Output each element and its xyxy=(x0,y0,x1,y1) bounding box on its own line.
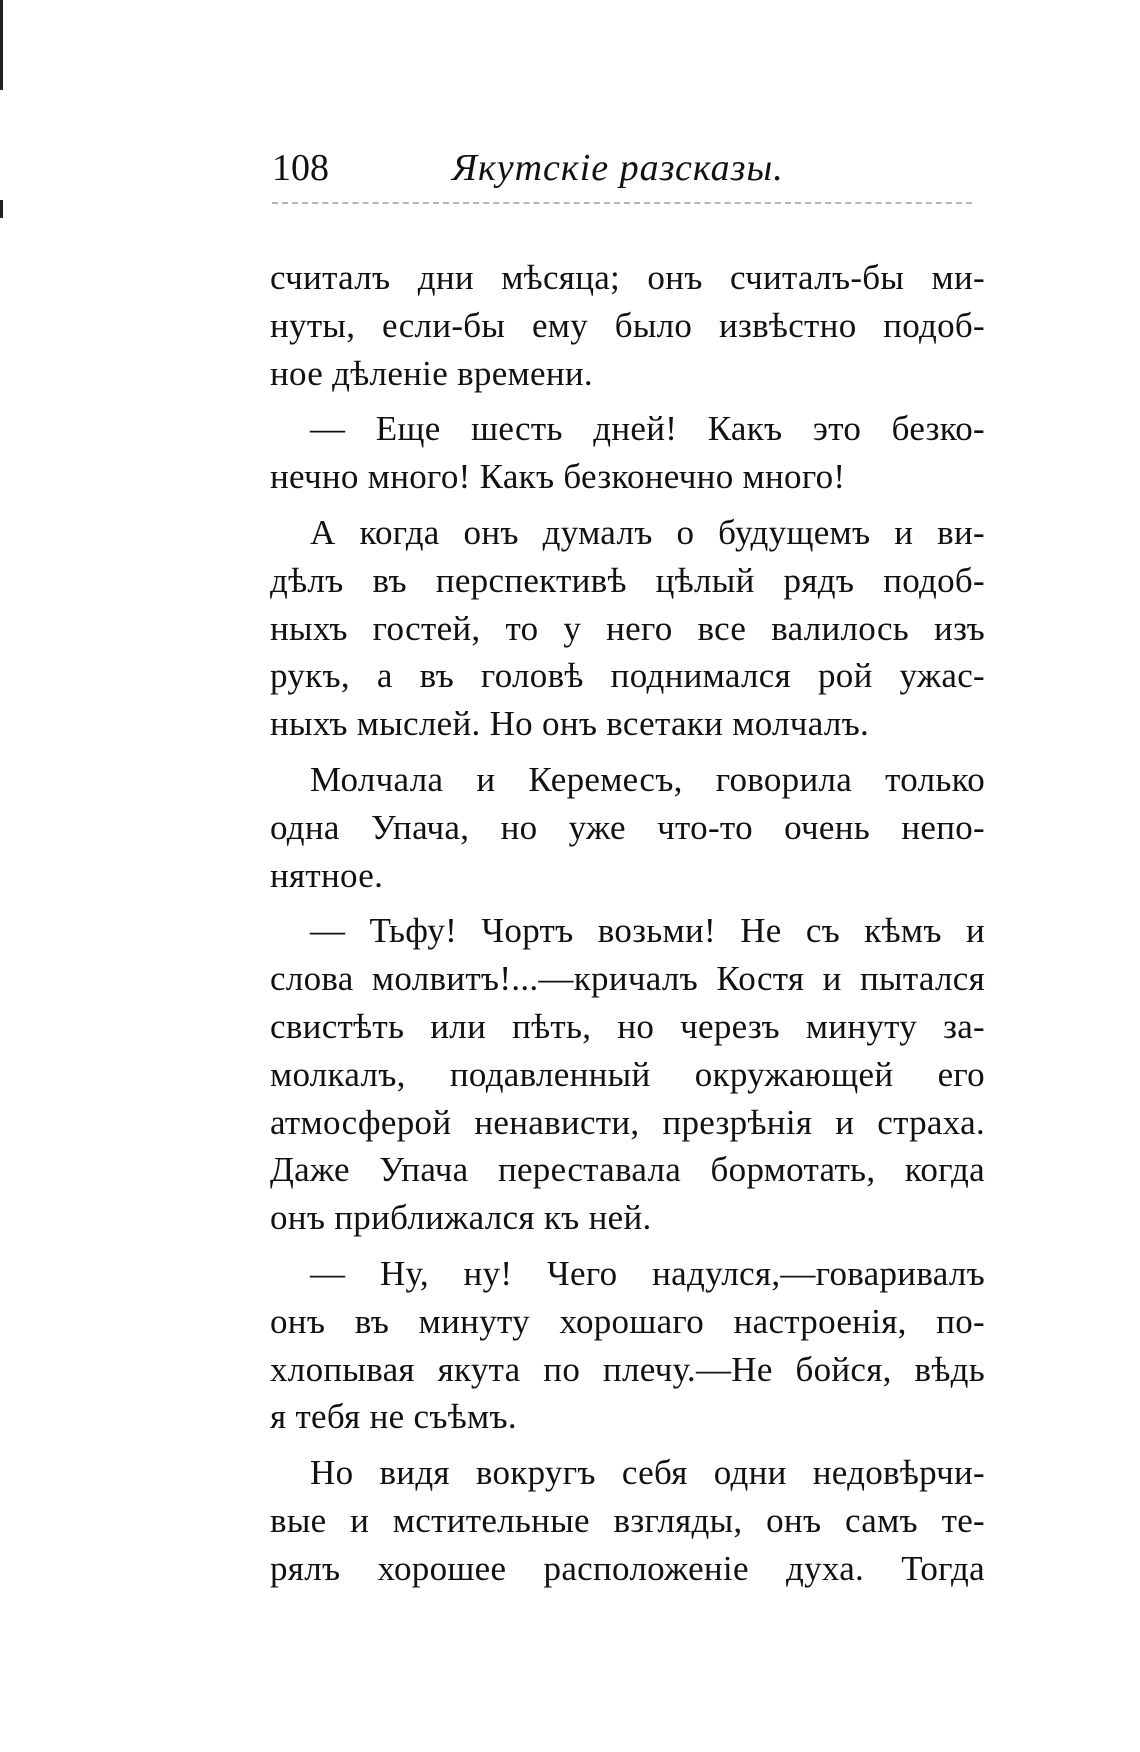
text-line: ныхъ гостей, то у него все валилось изъ xyxy=(270,608,985,648)
paragraph xyxy=(270,1250,985,1441)
text-line: нуты, если-бы ему было извѣстно подоб- xyxy=(270,305,985,345)
text-line: нятное. xyxy=(270,855,384,895)
text-line: хлопывая якута по плечу.—Не бойся, вѣдь xyxy=(270,1349,985,1389)
text-line: молкалъ, подавленный окружающей его xyxy=(270,1054,985,1094)
paragraph xyxy=(270,1449,985,1592)
paragraph xyxy=(270,756,985,899)
text-line: ное дѣленіе времени. xyxy=(270,353,593,393)
paragraph xyxy=(270,254,985,397)
body-text xyxy=(270,254,985,1593)
text-line: свистѣть или пѣть, но черезъ минуту за- xyxy=(270,1006,985,1046)
text-line: ныхъ мыслей. Но онъ всетаки молчалъ. xyxy=(270,704,870,744)
paragraph xyxy=(270,509,985,748)
page-number: 108 xyxy=(272,147,329,189)
text-line: нечно много! Какъ безконечно много! xyxy=(270,457,846,497)
text-line: я тебя не съѣмъ. xyxy=(270,1397,517,1437)
paragraph xyxy=(270,405,985,501)
text-line: дѣлъ въ перспективѣ цѣлый рядъ подоб- xyxy=(270,560,985,600)
text-line: атмосферой ненависти, презрѣнія и страха. xyxy=(270,1102,985,1142)
paragraph xyxy=(270,907,985,1242)
text-line: рукъ, а въ головѣ поднимался рой ужас- xyxy=(270,656,985,696)
text-line: Даже Упача переставала бормотать, когда xyxy=(270,1150,985,1190)
text-line: А когда онъ думалъ о будущемъ и ви- xyxy=(310,512,985,552)
text-line: Но видя вокругъ себя одни недовѣрчи- xyxy=(310,1453,985,1493)
page-header xyxy=(272,140,982,192)
text-line: онъ въ минуту хорошаго настроенія, по- xyxy=(270,1301,985,1341)
scan-edge-mark xyxy=(0,200,3,218)
text-line: считалъ дни мѣсяца; онъ считалъ-бы ми- xyxy=(270,258,985,297)
header-rule xyxy=(272,202,972,204)
text-line: Молчала и Керемесъ, говорила только xyxy=(310,759,985,799)
running-title: Якутскіе разсказы. xyxy=(452,147,784,189)
text-line: — Еще шесть дней! Какъ это безко- xyxy=(310,409,985,449)
text-line: вые и мстительные взгляды, онъ самъ те- xyxy=(270,1500,985,1540)
text-line: слова молвитъ!...—кричалъ Костя и пытался xyxy=(270,959,985,999)
text-line: онъ приближался къ ней. xyxy=(270,1198,652,1238)
text-line: рялъ хорошее расположеніе духа. Тогда xyxy=(270,1548,985,1588)
text-line: — Ну, ну! Чего надулся,—говаривалъ xyxy=(310,1253,985,1293)
scan-edge-mark xyxy=(0,0,3,90)
text-line: одна Упача, но уже что-то очень непо- xyxy=(270,807,985,847)
text-line: — Тьфу! Чортъ возьми! Не съ кѣмъ и xyxy=(310,911,985,951)
